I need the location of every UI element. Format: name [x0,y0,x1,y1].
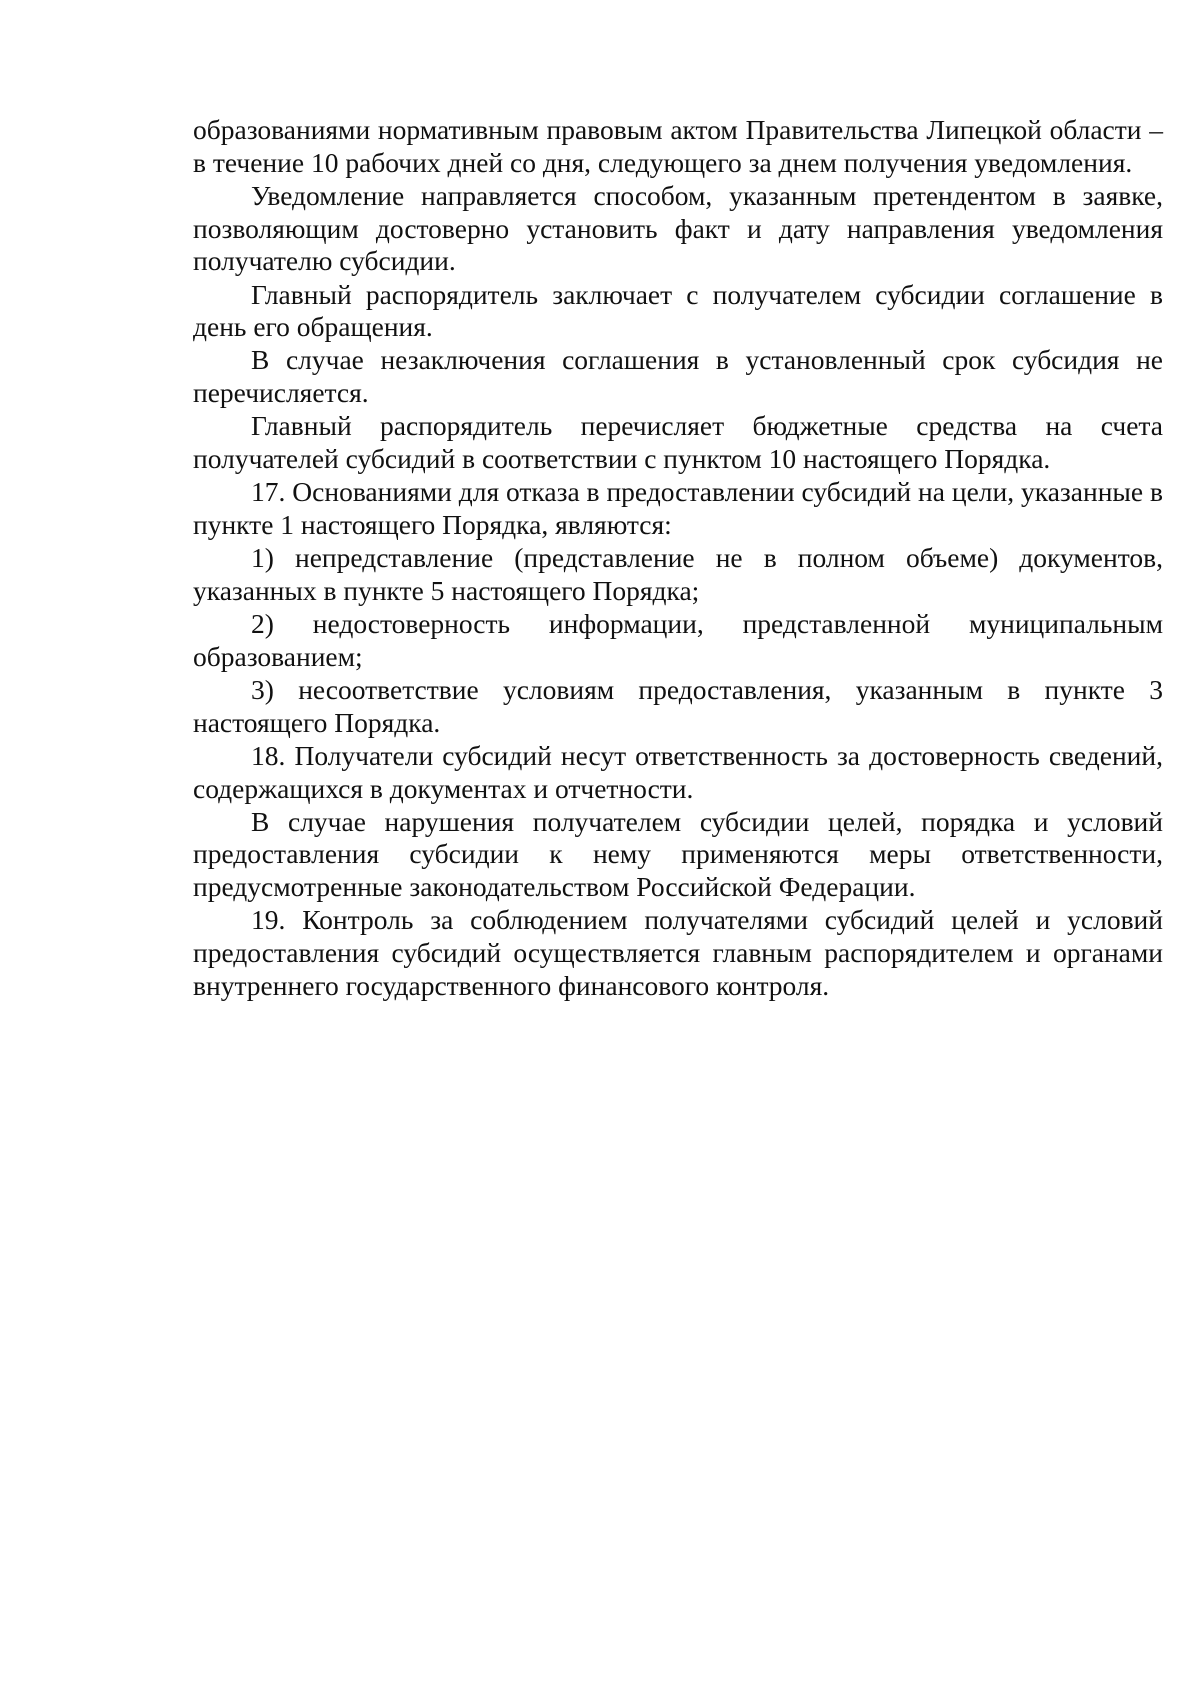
paragraph-clause-17: 17. Основаниями для отказа в предоставлении субсидий на цели, указанные в пункте 1 настоящего Порядка, являются: [193,476,1163,540]
paragraph-agreement-conclusion: Главный распорядитель заключает с получателем субсидии соглашение в день его обращения. [193,278,1163,343]
paragraph-clause-18: 18. Получатели субсидий несут ответственность за достоверность сведений, содержащихся в документах и отчетности. [193,739,1163,804]
paragraph-notification-method: Уведомление направляется способом, указанным претендентом в заявке, позволяющим достоверно установить факт и дату направления уведомления получателю субсидии. [193,179,1163,277]
paragraph-violation-measures: В случае нарушения получателем субсидии целей, порядка и условий предоставления субсидии к нему применяются меры ответственности, предусмотренные законодательством Российской Федерации. [193,805,1163,903]
paragraph-continuation: образованиями нормативным правовым актом Правительства Липецкой области – в течение 10 рабочих дней со дня, следующего за днем получения уведомления. [193,114,1163,178]
paragraph-funds-transfer: Главный распорядитель перечисляет бюджетные средства на счета получателей субсидий в соответствии с пунктом 10 настоящего Порядка. [193,410,1163,475]
paragraph-non-conclusion: В случае незаключения соглашения в установленный срок субсидия не перечисляется. [193,344,1163,409]
list-item-17-2: 2) недостоверность информации, представленной муниципальным образованием; [193,608,1163,672]
document-body [193,114,1163,1002]
list-item-17-3: 3) несоответствие условиям предоставления, указанным в пункте 3 настоящего Порядка. [193,673,1163,738]
list-item-17-1: 1) непредставление (представление не в полном объеме) документов, указанных в пункте 5 настоящего Порядка; [193,542,1163,606]
paragraph-clause-19: 19. Контроль за соблюдением получателями субсидий целей и условий предоставления субсидий осуществляется главным распорядителем и органами внутреннего государственного финансового контроля. [193,904,1163,1001]
